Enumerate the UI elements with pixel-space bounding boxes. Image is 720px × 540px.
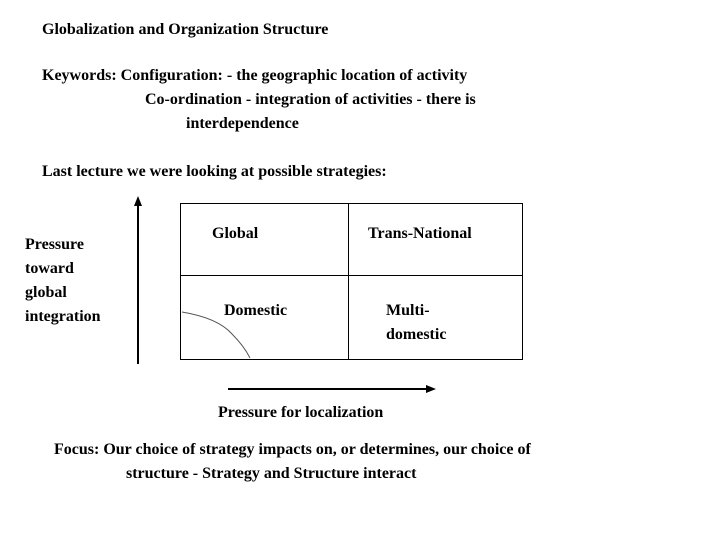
x-axis-label: Pressure for localization [218, 404, 384, 421]
cell-multidomestic-line-1: Multi- [386, 302, 430, 319]
y-axis-label-line-1: Pressure [25, 236, 84, 253]
cell-global: Global [212, 225, 259, 242]
cell-domestic: Domestic [224, 302, 288, 319]
cell-multidomestic-line-2: domestic [386, 326, 447, 343]
horizontal-axis-arrow [228, 383, 438, 395]
domestic-boundary-curve [180, 310, 260, 360]
y-axis-label-line-3: global [25, 284, 67, 301]
matrix-horizontal-divider [181, 275, 522, 276]
keywords-line-2: Co-ordination - integration of activities - there is [145, 91, 476, 108]
matrix-vertical-divider [348, 204, 349, 359]
focus-line-2: structure - Strategy and Structure interact [126, 465, 417, 482]
lecture-line: Last lecture we were looking at possible strategies: [42, 163, 387, 180]
focus-line-1: Focus: Our choice of strategy impacts on, or determines, our choice of [54, 441, 531, 458]
y-axis-label-line-2: toward [25, 260, 74, 277]
cell-transnational: Trans-National [368, 225, 472, 242]
keywords-line-1: Keywords: Configuration: - the geographic location of activity [42, 67, 468, 84]
vertical-axis-arrow [132, 196, 144, 366]
keywords-line-3: interdependence [186, 115, 299, 132]
slide-title: Globalization and Organization Structure [42, 21, 329, 38]
y-axis-label-line-4: integration [25, 308, 101, 325]
